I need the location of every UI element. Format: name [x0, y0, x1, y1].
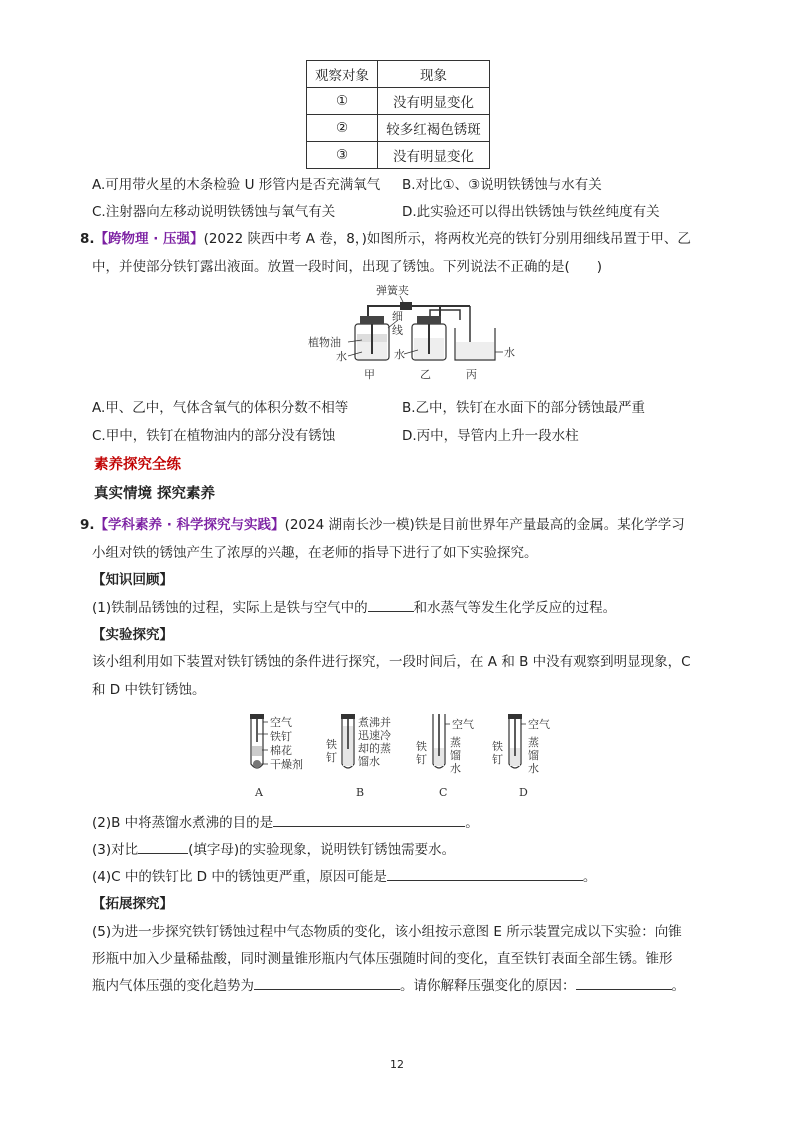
q9-number: 9. [80, 517, 95, 533]
q9-stem-line1 [80, 513, 685, 533]
section-title: 素养探究全练 [94, 457, 181, 473]
water-label-bing: 水 [504, 346, 515, 359]
c-label-distilled-3: 水 [450, 762, 461, 775]
answer-blank[interactable] [387, 868, 583, 881]
q9-part4-text-a: (4)C 中的铁钉比 D 中的锈蚀更严重，原因可能是 [92, 869, 387, 885]
page-number: 12 [390, 1058, 404, 1071]
q9-part4-text-b: 。 [582, 869, 597, 885]
q7-option-b: B.对比①、③说明铁锈蚀与水有关 [402, 177, 602, 193]
c-label-nail-1: 铁 [416, 740, 427, 753]
heading-knowledge-review: 【知识回顾】 [92, 572, 173, 588]
q8-option-b: B.乙中，铁钉在水面下的部分锈蚀最严重 [402, 400, 646, 416]
q9-part5-line3 [92, 974, 685, 994]
table-cell: ① [307, 88, 378, 115]
section-subtitle: 真实情境 探究素养 [94, 486, 216, 502]
q9-part5-text-a: 瓶内气体压强的变化趋势为 [92, 978, 254, 994]
q9-stem-text1: (2024 湖南长沙一模)铁是目前世界年产量最高的金属。某化学学习 [284, 517, 685, 533]
table-header-cell: 现象 [378, 61, 490, 88]
answer-blank[interactable] [254, 977, 400, 990]
table-header-row [307, 61, 490, 88]
q9-part3-text-b: (填字母)的实验现象，说明铁钉锈蚀需要水。 [188, 842, 456, 858]
q9-experiment-line1: 该小组利用如下装置对铁钉锈蚀的条件进行探究，一段时间后，在 A 和 B 中没有观察到明显现象，C [92, 654, 691, 670]
b-label-3: 却的蒸 [358, 742, 391, 755]
thin-line-label-2: 线 [392, 324, 403, 337]
q8-stem-line1 [80, 227, 691, 247]
table-row [307, 115, 490, 142]
q9-part1-text-a: (1)铁制品锈蚀的过程，实际上是铁与空气中的 [92, 600, 368, 616]
q9-tag: 【学科素养 · 科学探究与实践】 [94, 517, 285, 533]
b-label-1: 煮沸并 [358, 716, 391, 729]
caption-b: B [356, 786, 365, 799]
caption-a: A [255, 786, 263, 799]
q8-option-c: C.甲中，铁钉在植物油内的部分没有锈蚀 [92, 428, 336, 444]
b-label-nail-1: 铁 [326, 738, 337, 751]
q9-part5-text-c: 。 [671, 978, 685, 994]
a-label-desiccant: 干燥剂 [270, 758, 303, 771]
answer-blank[interactable] [368, 599, 414, 612]
spring-clip-label: 弹簧夹 [376, 284, 409, 297]
thin-line-label-1: 细 [392, 310, 403, 323]
d-label-distilled-1: 蒸 [528, 736, 539, 749]
label-yi: 乙 [420, 368, 431, 381]
q7-option-a: A.可用带火星的木条检验 U 形管内是否充满氧气 [92, 177, 381, 193]
water-label-jia: 水 [336, 350, 347, 363]
c-label-nail-2: 钉 [416, 753, 427, 766]
q8-apparatus-figure [300, 280, 530, 386]
heading-experiment: 【实验探究】 [92, 627, 173, 643]
b-label-2: 迅速冷 [358, 729, 391, 742]
b-label-nail-2: 钉 [326, 751, 337, 764]
d-label-distilled-3: 水 [528, 762, 539, 775]
q8-option-d: D.丙中，导管内上升一段水柱 [402, 428, 579, 444]
answer-blank[interactable] [273, 814, 465, 827]
q8-tag: 【跨物理 · 压强】 [94, 231, 204, 247]
table-cell: 没有明显变化 [378, 88, 490, 115]
answer-blank[interactable] [138, 841, 188, 854]
table-row [307, 142, 490, 169]
q9-test-tubes-figure [240, 704, 560, 802]
c-label-distilled-2: 馏 [450, 749, 461, 762]
table-header-cell: 观察对象 [307, 61, 378, 88]
caption-d: D [519, 786, 528, 799]
q8-number: 8. [80, 231, 95, 247]
q7-option-c: C.注射器向左移动说明铁锈蚀与氧气有关 [92, 204, 336, 220]
q9-part5-line2: 形瓶中加入少量稀盐酸，同时测量锥形瓶内气体压强随时间的变化，直至铁钉表面全部生锈。锥形 [92, 951, 673, 967]
q9-part5-line1: (5)为进一步探究铁钉锈蚀过程中气态物质的变化，该小组按示意图 E 所示装置完成以下实验：向锥 [92, 924, 682, 940]
d-label-distilled-2: 馏 [528, 749, 539, 762]
q9-experiment-line2: 和 D 中铁钉锈蚀。 [92, 682, 206, 698]
water-label-yi: 水 [394, 348, 405, 361]
q9-part2-text-a: (2)B 中将蒸馏水煮沸的目的是 [92, 815, 274, 831]
d-label-air: 空气 [528, 718, 550, 731]
caption-c: C [439, 786, 448, 799]
a-label-air: 空气 [270, 716, 292, 729]
table-cell: ③ [307, 142, 378, 169]
q7-option-d: D.此实验还可以得出铁锈蚀与铁丝纯度有关 [402, 204, 660, 220]
table-cell: ② [307, 115, 378, 142]
b-label-4: 馏水 [358, 755, 380, 768]
c-label-air: 空气 [452, 718, 474, 731]
table-cell: 较多红褐色锈斑 [378, 115, 490, 142]
a-label-cotton: 棉花 [270, 744, 292, 757]
d-label-nail-1: 铁 [492, 740, 503, 753]
q9-part3 [92, 838, 455, 858]
c-label-distilled-1: 蒸 [450, 736, 461, 749]
observation-table [306, 60, 490, 169]
table-cell: 没有明显变化 [378, 142, 490, 169]
a-label-nail: 铁钉 [270, 730, 292, 743]
q8-stem-text1: (2022 陕西中考 A 卷，8，)如图所示，将两枚光亮的铁钉分别用细线吊置于甲、乙 [203, 231, 691, 247]
q9-part2 [92, 811, 479, 831]
answer-blank[interactable] [576, 977, 672, 990]
q9-part3-text-a: (3)对比 [92, 842, 139, 858]
q9-part2-text-b: 。 [465, 815, 479, 831]
table-row [307, 88, 490, 115]
q9-part1-text-b: 和水蒸气等发生化学反应的过程。 [413, 600, 617, 616]
q8-stem-line2: 中，并使部分铁钉露出液面。放置一段时间，出现了锈蚀。下列说法不正确的是( ) [92, 259, 603, 275]
label-jia: 甲 [364, 368, 375, 381]
heading-extension: 【拓展探究】 [92, 896, 173, 912]
q9-part5-text-b: 。请你解释压强变化的原因： [400, 978, 576, 994]
q9-stem-line2: 小组对铁的锈蚀产生了浓厚的兴趣，在老师的指导下进行了如下实验探究。 [92, 545, 538, 561]
d-label-nail-2: 钉 [492, 753, 503, 766]
q8-option-a: A.甲、乙中，气体含氧气的体积分数不相等 [92, 400, 349, 416]
label-bing: 丙 [466, 368, 477, 381]
q9-part4 [92, 865, 596, 885]
q9-part1 [92, 596, 616, 616]
oil-label: 植物油 [308, 336, 341, 349]
